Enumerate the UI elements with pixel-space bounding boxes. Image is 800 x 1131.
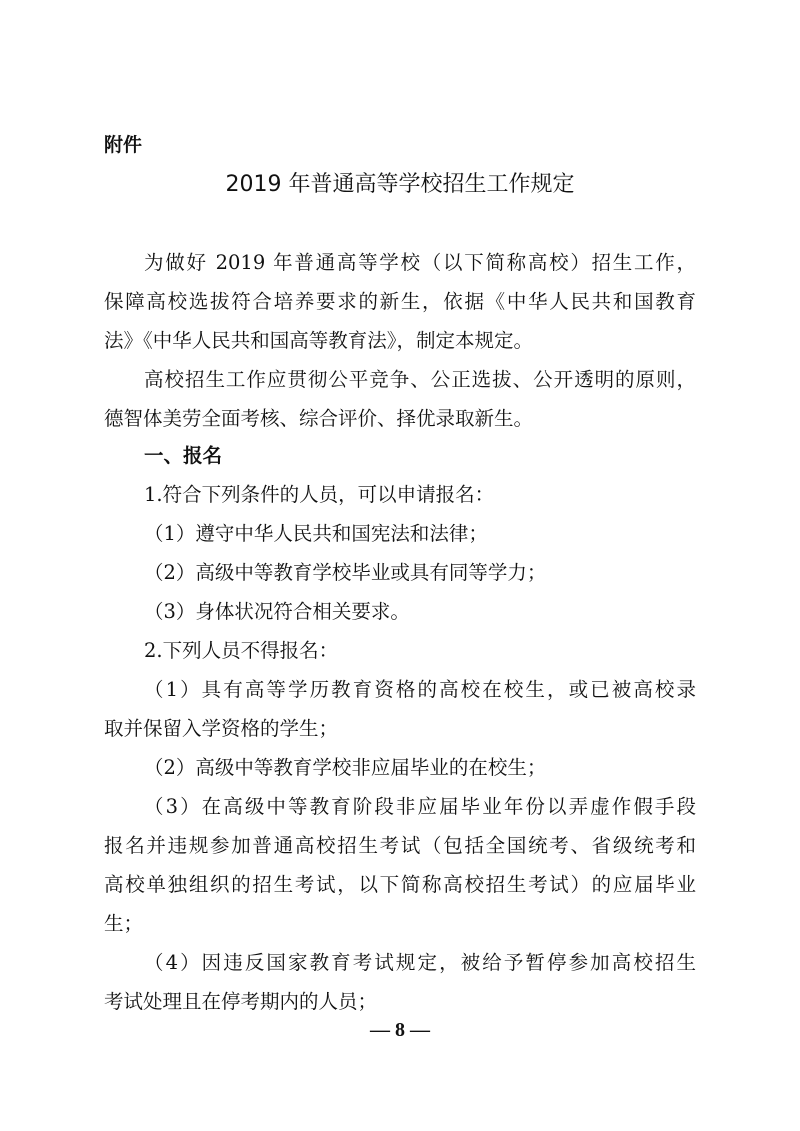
paragraph-line: （1）具有高等学历教育资格的高校在校生，或已被高校录 [144, 678, 696, 701]
paragraph-line: （2）高级中等教育学校非应届毕业的在校生； [144, 756, 547, 779]
document-title: 2019 年普通高等学校招生工作规定 [225, 172, 575, 197]
paragraph-line: 1.符合下列条件的人员，可以申请报名： [144, 483, 495, 506]
paragraph-line: 考试处理且在停考期内的人员； [104, 990, 378, 1013]
paragraph-line: 2.下列人员不得报名： [144, 639, 339, 662]
paragraph-line: 德智体美劳全面考核、综合评价、择优录取新生。 [104, 407, 534, 430]
paragraph-line: （2）高级中等教育学校毕业或具有同等学力； [144, 561, 547, 584]
paragraph-line: 保障高校选拔符合培养要求的新生，依据《中华人民共和国教育 [104, 290, 696, 313]
paragraph-line: 高校单独组织的招生考试，以下简称高校招生考试）的应届毕业 [104, 873, 696, 896]
paragraph-line: 报名并违规参加普通高校招生考试（包括全国统考、省级统考和 [104, 834, 696, 857]
paragraph-line: 生； [104, 912, 144, 935]
paragraph-line: （3）身体状况符合相关要求。 [144, 600, 410, 623]
paragraph-line: 取并保留入学资格的学生； [104, 717, 339, 740]
paragraph-line: 法》《中华人民共和国高等教育法》，制定本规定。 [104, 329, 534, 352]
paragraph-line: （3）在高级中等教育阶段非应届毕业年份以弄虚作假手段 [144, 795, 696, 818]
paragraph-line: （1）遵守中华人民共和国宪法和法律； [144, 522, 488, 545]
paragraph-line: （4）因违反国家教育考试规定，被给予暂停参加高校招生 [144, 951, 696, 974]
attachment-label: 附件 [104, 134, 143, 156]
section-heading: 一、报名 [144, 444, 223, 467]
page-number: — 8 — [370, 1019, 430, 1041]
paragraph-line: 为做好 2019 年普通高等学校（以下简称高校）招生工作， [144, 251, 696, 274]
paragraph-line: 高校招生工作应贯彻公平竞争、公正选拔、公开透明的原则， [144, 368, 696, 391]
